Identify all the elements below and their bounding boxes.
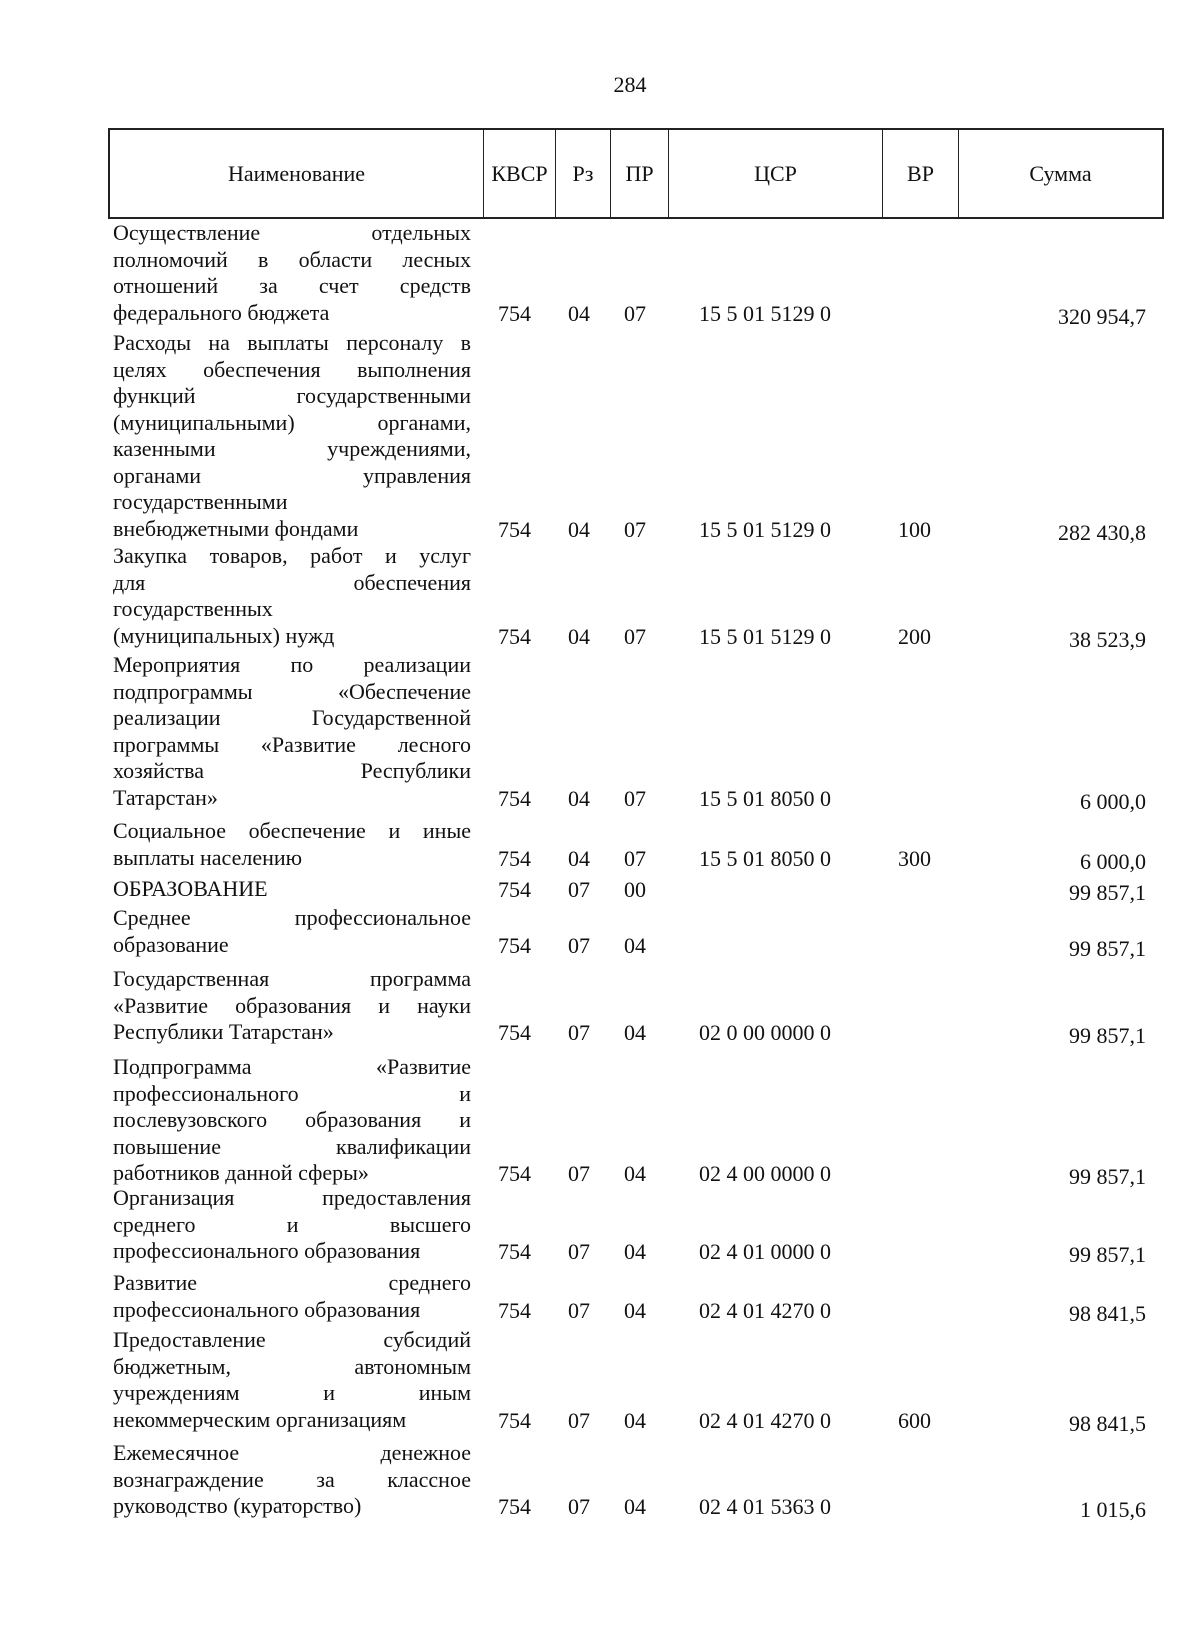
row-csr: 02 0 00 0000 0 (699, 1020, 831, 1045)
row-pr: 07 (624, 516, 646, 542)
row-sum: 99 857,1 (1069, 935, 1146, 961)
row-name-line: подпрограммы «Обеспечение (113, 678, 471, 704)
row-name-line: Ежемесячное денежное (113, 1440, 471, 1465)
row-vr: 600 (898, 1407, 931, 1433)
row-name-line: Закупка товаров, работ и услуг (113, 543, 471, 568)
row-name-line: послевузовского образования и (113, 1107, 471, 1132)
row-csr: 02 4 01 5363 0 (699, 1494, 831, 1519)
header-csr: ЦСР (669, 130, 883, 217)
row-sum: 6 000,0 (1080, 788, 1146, 814)
row-kvsr: 754 (498, 1407, 531, 1433)
row-name-line: повышение квалификации (113, 1133, 471, 1159)
row-sum: 99 857,1 (1069, 1023, 1146, 1048)
row-name (113, 652, 471, 811)
row-kvsr: 754 (498, 877, 531, 902)
row-kvsr: 754 (498, 300, 531, 326)
row-name-line: программы «Развитие лесного (113, 731, 471, 757)
row-sum: 99 857,1 (1069, 880, 1146, 905)
row-rz: 07 (568, 1297, 590, 1323)
row-kvsr: 754 (498, 845, 531, 871)
row-name-line: внебюджетными фондами (113, 515, 359, 541)
row-pr: 04 (624, 1297, 646, 1323)
row-name-line: государственных (113, 596, 273, 621)
row-csr: 15 5 01 5129 0 (699, 623, 831, 649)
row-name-line: Подпрограмма «Развитие (113, 1054, 471, 1079)
row-rz: 07 (568, 1407, 590, 1433)
row-name-line: Осуществление отдельных (113, 220, 471, 245)
row-name-line: целях обеспечения выполнения (113, 356, 471, 382)
row-name (113, 966, 471, 1046)
row-name-line: Предоставление субсидий (113, 1327, 471, 1352)
row-name-line: некоммерческим организациям (113, 1406, 407, 1432)
row-name-line: Татарстан» (113, 784, 218, 810)
row-name-line: органами управления (113, 462, 471, 488)
row-vr: 200 (898, 623, 931, 649)
row-name-line: полномочий в области лесных (113, 246, 471, 272)
row-name-line: (муниципальными) органами, (113, 409, 471, 435)
header-kvsr: КВСР (484, 130, 556, 217)
row-pr: 00 (624, 877, 646, 902)
row-name (113, 1440, 471, 1520)
row-sum: 282 430,8 (1058, 519, 1146, 545)
row-name-line: отношений за счет средств (113, 273, 471, 298)
row-name-line: среднего и высшего (113, 1211, 471, 1237)
row-name-line: вознаграждение за классное (113, 1466, 471, 1492)
row-kvsr: 754 (498, 1161, 531, 1186)
row-name-line: Социальное обеспечение и иные (113, 818, 471, 843)
row-name-line: профессионального образования (113, 1238, 421, 1263)
header-rz: Рз (556, 130, 611, 217)
row-pr: 07 (624, 623, 646, 649)
row-name-line: Организация предоставления (113, 1185, 471, 1210)
header-name: Наименование (110, 130, 484, 217)
row-name-line: федерального бюджета (113, 299, 330, 325)
row-sum: 98 841,5 (1069, 1410, 1146, 1436)
row-kvsr: 754 (498, 516, 531, 542)
row-name-line: Республики Татарстан» (113, 1019, 334, 1044)
row-csr: 15 5 01 5129 0 (699, 300, 831, 326)
row-name-line: ОБРАЗОВАНИЕ (113, 876, 268, 901)
row-pr: 07 (624, 300, 646, 326)
row-rz: 07 (568, 877, 590, 902)
row-rz: 04 (568, 785, 590, 811)
row-name-line: реализации Государственной (113, 705, 471, 730)
row-pr: 07 (624, 845, 646, 871)
row-rz: 04 (568, 300, 590, 326)
row-name-line: функций государственными (113, 383, 471, 408)
row-name-line: для обеспечения (113, 569, 471, 595)
row-pr: 07 (624, 785, 646, 811)
row-pr: 04 (624, 932, 646, 958)
row-pr: 04 (624, 1407, 646, 1433)
row-pr: 04 (624, 1161, 646, 1186)
row-name (113, 1327, 471, 1433)
header-sum: Сумма (1029, 160, 1092, 186)
row-name-line: профессионального образования (113, 1296, 421, 1322)
row-csr: 02 4 00 0000 0 (699, 1161, 831, 1186)
row-name (113, 543, 471, 649)
row-sum: 6 000,0 (1080, 848, 1146, 874)
row-name (113, 876, 471, 903)
row-sum: 1 015,6 (1080, 1497, 1146, 1522)
row-kvsr: 754 (498, 1239, 531, 1264)
row-vr: 100 (898, 516, 931, 542)
row-csr: 02 4 01 4270 0 (699, 1297, 831, 1323)
header-vr: ВР (883, 130, 959, 217)
row-name (113, 1054, 471, 1187)
row-name-line: выплаты населению (113, 844, 303, 870)
row-sum: 99 857,1 (1069, 1242, 1146, 1267)
row-kvsr: 754 (498, 1297, 531, 1323)
row-sum: 38 523,9 (1069, 626, 1146, 652)
row-name-line: профессионального и (113, 1080, 471, 1106)
row-rz: 04 (568, 845, 590, 871)
row-csr: 15 5 01 5129 0 (699, 516, 831, 542)
row-name-line: «Развитие образования и науки (113, 992, 471, 1018)
table-header (108, 128, 1164, 219)
row-name-line: казенными учреждениями, (113, 436, 471, 461)
row-sum: 98 841,5 (1069, 1300, 1146, 1326)
row-rz: 07 (568, 1239, 590, 1264)
row-name-line: Среднее профессиональное (113, 905, 471, 930)
row-name (113, 1270, 471, 1323)
row-name-line: Развитие среднего (113, 1270, 471, 1295)
row-csr: 15 5 01 8050 0 (699, 785, 831, 811)
row-pr: 04 (624, 1020, 646, 1045)
row-name-line: хозяйства Республики (113, 758, 471, 783)
row-name-line: государственными (113, 489, 288, 514)
row-name-line: работников данной сферы» (113, 1160, 369, 1185)
row-kvsr: 754 (498, 623, 531, 649)
row-name-line: Мероприятия по реализации (113, 652, 471, 677)
page-number: 284 (613, 72, 647, 97)
row-name (113, 905, 471, 958)
row-rz: 07 (568, 932, 590, 958)
row-name (113, 1185, 471, 1265)
row-name-line: Государственная программа (113, 966, 471, 991)
row-name (113, 330, 471, 542)
row-name (113, 818, 471, 871)
row-vr: 300 (898, 845, 931, 871)
row-kvsr: 754 (498, 932, 531, 958)
row-rz: 04 (568, 516, 590, 542)
row-csr: 02 4 01 4270 0 (699, 1407, 831, 1433)
row-name-line: (муниципальных) нужд (113, 622, 335, 648)
row-kvsr: 754 (498, 1494, 531, 1519)
row-pr: 04 (624, 1494, 646, 1519)
row-csr: 02 4 01 0000 0 (699, 1239, 831, 1264)
row-name-line: руководство (кураторство) (113, 1493, 362, 1518)
row-name-line: учреждениям и иным (113, 1380, 471, 1405)
row-name-line: образование (113, 931, 229, 957)
row-pr: 04 (624, 1239, 646, 1264)
row-kvsr: 754 (498, 1020, 531, 1045)
row-rz: 07 (568, 1494, 590, 1519)
row-name (113, 220, 471, 326)
row-kvsr: 754 (498, 785, 531, 811)
row-csr: 15 5 01 8050 0 (699, 845, 831, 871)
row-sum: 99 857,1 (1069, 1164, 1146, 1189)
row-rz: 04 (568, 623, 590, 649)
row-rz: 07 (568, 1020, 590, 1045)
header-pr: ПР (611, 130, 669, 217)
row-name-line: Расходы на выплаты персоналу в (113, 330, 471, 355)
row-sum: 320 954,7 (1058, 303, 1146, 329)
row-name-line: бюджетным, автономным (113, 1353, 471, 1379)
row-rz: 07 (568, 1161, 590, 1186)
